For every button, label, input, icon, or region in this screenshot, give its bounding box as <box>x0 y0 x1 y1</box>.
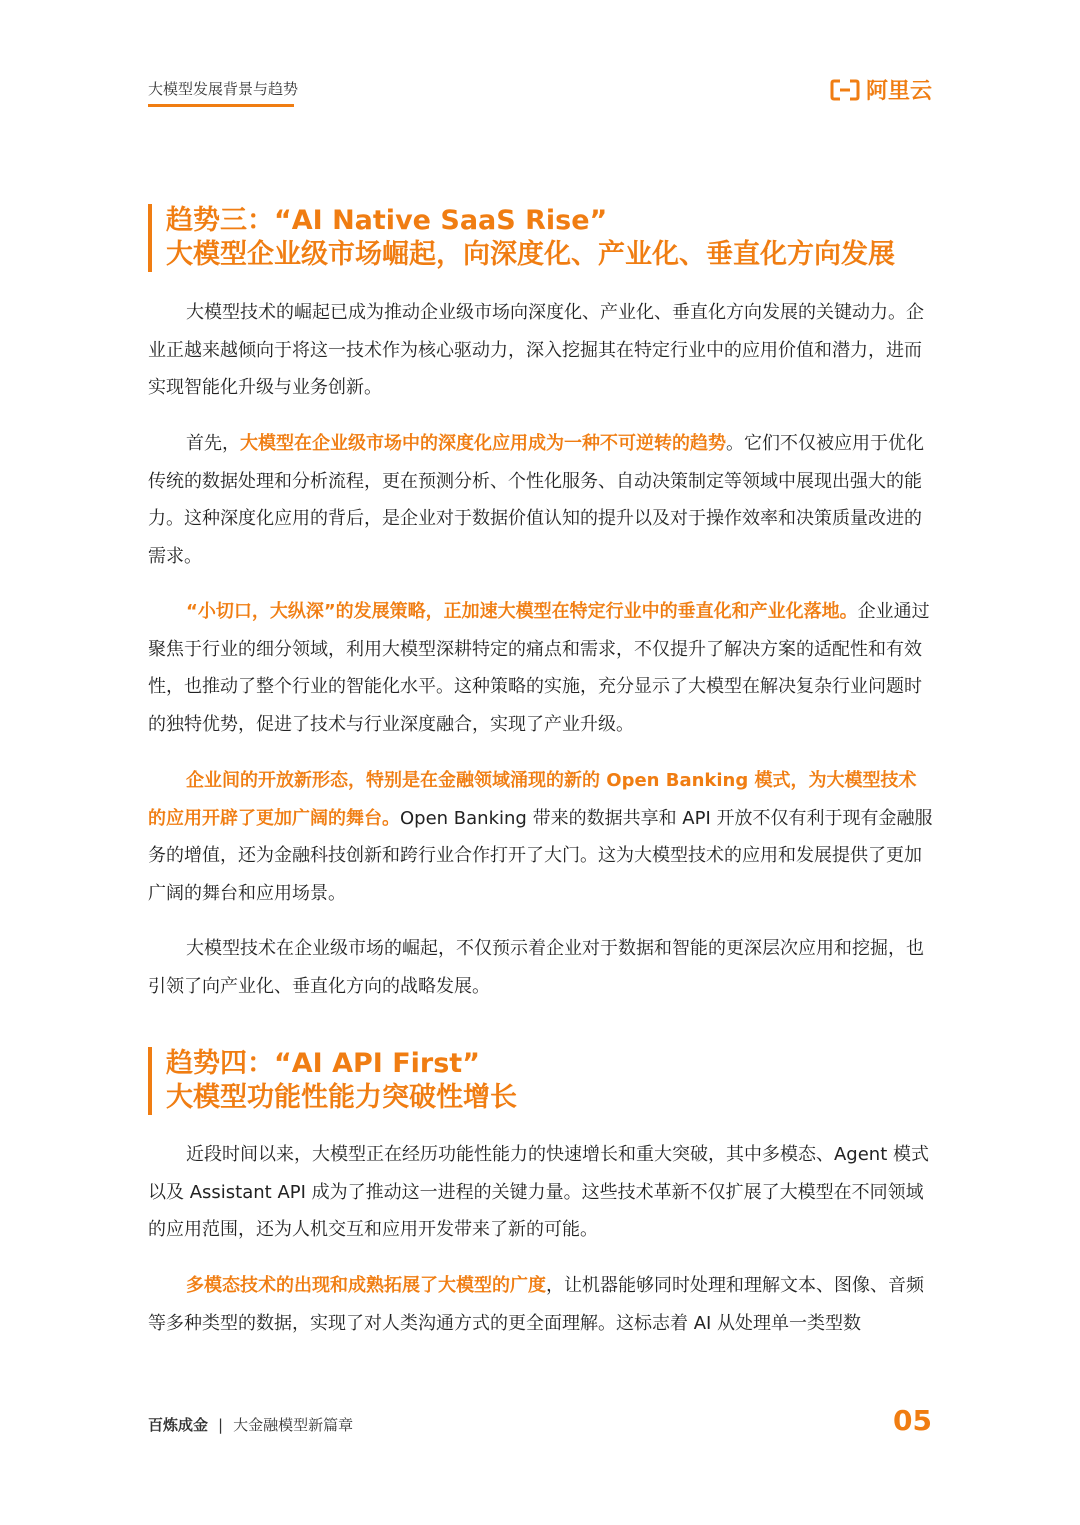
footer-subtitle: 大金融模型新篇章 <box>233 1416 354 1434</box>
trend3-paragraph-2 <box>148 425 933 575</box>
footer <box>148 1414 353 1435</box>
trend4-title-line2: 大模型功能性能力突破性增长 <box>166 1082 517 1113</box>
trend4-heading <box>148 1047 517 1115</box>
trend3-paragraph-3 <box>148 593 933 743</box>
trend4-title-line1: 趋势四：“AI API First” <box>166 1048 480 1079</box>
trend3-title-line1: 趋势三：“AI Native SaaS Rise” <box>166 205 608 236</box>
footer-brand: 百炼成金 <box>148 1416 209 1434</box>
trend3-paragraph-5: 大模型技术在企业级市场的崛起，不仅预示着企业对于数据和智能的更深层次应用和挖掘，也引领了向产业化、垂直化方向的战略发展。 <box>148 938 924 997</box>
trend3-heading <box>148 204 895 272</box>
trend3-paragraph-1: 大模型技术的崛起已成为推动企业级市场向深度化、产业化、垂直化方向发展的关键动力。企业正越来越倾向于将这一技术作为核心驱动力，深入挖掘其在特定行业中的应用价值和潜力，进而实现智能化升级与业务创新。 <box>148 302 924 398</box>
header-title: 大模型发展背景与趋势 <box>148 80 299 98</box>
trend3-p2-prefix: 首先， <box>186 433 240 454</box>
trend3-p2-highlight: 大模型在企业级市场中的深度化应用成为一种不可逆转的趋势 <box>240 433 726 454</box>
trend4-paragraph-1: 近段时间以来，大模型正在经历功能性能力的快速增长和重大突破，其中多模态、Agent 模式以及 Assistant API 成为了推动这一进程的关键力量。这些技术革新不仅扩展了大模型在不同领域的应用范围，还为人机交互和应用开发带来了新的可能。 <box>148 1144 929 1240</box>
logo-text: 阿里云 <box>865 79 932 104</box>
trend4-p2-highlight: 多模态技术的出现和成熟拓展了大模型的广度 <box>186 1275 546 1296</box>
header-underline <box>148 104 294 107</box>
trend3-p4-highlight: 企业间的开放新形态，特别是在金融领域涌现的新的 Open Banking 模式，为大模型技术的应用开辟了更加广阔的舞台。 <box>148 770 917 829</box>
page-number: 05 <box>893 1404 932 1437</box>
trend3-paragraph-4 <box>148 762 933 912</box>
trend3-p3-highlight: “小切口，大纵深”的发展策略，正加速大模型在特定行业中的垂直化和产业化落地。 <box>186 601 858 622</box>
footer-separator: | <box>218 1415 224 1434</box>
trend4-paragraph-2 <box>148 1267 933 1342</box>
trend3-title-line2: 大模型企业级市场崛起，向深度化、产业化、垂直化方向发展 <box>166 239 895 270</box>
aliyun-logo <box>830 74 932 105</box>
trend3-p2-rest: 。它们不仅被应用于优化传统的数据处理和分析流程，更在预测分析、个性化服务、自动决策制定等领域中展现出强大的能力。这种深度化应用的背后，是企业对于数据价值认知的提升以及对于操作效率和决策质量改进的需求。 <box>148 433 924 567</box>
aliyun-logo-icon <box>830 79 860 101</box>
trend3-p4-rest: Open Banking 带来的数据共享和 API 开放不仅有利于现有金融服务的增值，还为金融科技创新和跨行业合作打开了大门。这为大模型技术的应用和发展提供了更加广阔的舞台和应用场景。 <box>148 807 933 904</box>
trend4-p2-rest: ，让机器能够同时处理和理解文本、图像、音频等多种类型的数据，实现了对人类沟通方式的更全面理解。这标志着 AI 从处理单一类型数 <box>148 1275 924 1334</box>
trend3-p3-rest: 企业通过聚焦于行业的细分领域，利用大模型深耕特定的痛点和需求，不仅提升了解决方案的适配性和有效性，也推动了整个行业的智能化水平。这种策略的实施，充分显示了大模型在解决复杂行业问题时的独特优势，促进了技术与行业深度融合，实现了产业升级。 <box>148 601 930 735</box>
